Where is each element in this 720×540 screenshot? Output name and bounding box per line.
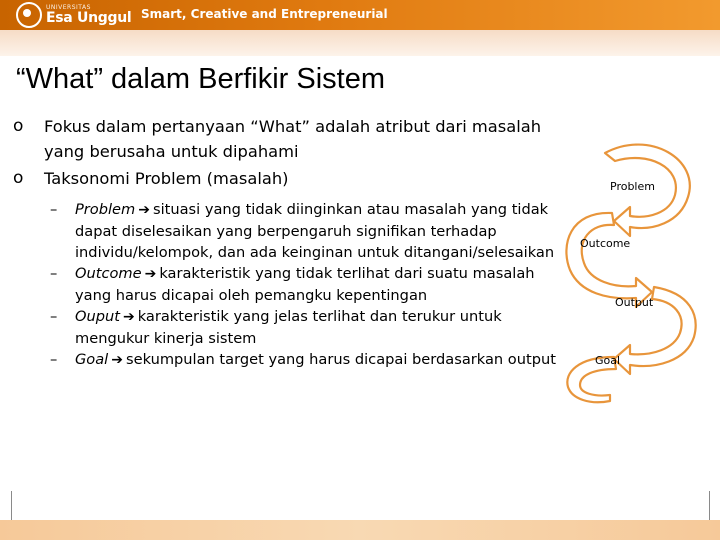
- logo-name: Esa Unggul: [46, 10, 132, 26]
- slide-title: “What” dalam Berfikir Sistem: [16, 63, 386, 95]
- diagram-label-problem: Problem: [610, 180, 655, 193]
- header-light-band: [0, 30, 720, 56]
- logo-subtitle: UNIVERSITAS: [46, 4, 91, 11]
- cycle-diagram-svg: [560, 135, 710, 405]
- arrow-right-icon: ➔: [111, 352, 123, 368]
- header-banner: [0, 0, 720, 30]
- subbullet-term: Goal: [75, 351, 109, 368]
- subbullet-item: [10, 263, 560, 306]
- arrow-right-icon: ➔: [138, 202, 150, 218]
- subbullet-item: [10, 349, 560, 371]
- slide-frame: [11, 491, 710, 522]
- subbullet-dash: –: [50, 201, 58, 218]
- subbullet-dash: –: [50, 351, 58, 368]
- subbullet-term: Ouput: [75, 308, 120, 325]
- subbullet-item: [10, 199, 560, 263]
- logo-emblem-icon: [16, 2, 42, 28]
- tagline: Smart, Creative and Entrepreneurial: [141, 7, 388, 21]
- subbullet-text: karakteristik yang tidak terlihat dari suatu masalah yang harus dicapai oleh pemangku kepentingan: [75, 265, 535, 304]
- bullet-marker: o: [13, 116, 24, 136]
- subbullet-term: Outcome: [75, 265, 142, 282]
- subbullet-text: sekumpulan target yang harus dicapai berdasarkan output: [125, 351, 556, 368]
- subbullet-text: situasi yang tidak diinginkan atau masalah yang tidak dapat diselesaikan yang berpengaruh signifikan terhadap individu/kelompok, dan ada keinginan untuk ditangani/selesaikan: [75, 201, 555, 261]
- arrow-right-icon: ➔: [122, 309, 135, 325]
- arrow-right-icon: ➔: [144, 266, 157, 282]
- university-logo[interactable]: [16, 2, 131, 28]
- bullet-text: Fokus dalam pertanyaan “What” adalah atribut dari masalah yang berusaha untuk dipahami: [44, 117, 542, 161]
- subbullet-dash: –: [50, 265, 58, 282]
- bullet-marker: o: [13, 168, 24, 188]
- subbullet-item: [10, 306, 560, 349]
- diagram-label-goal: Goal: [595, 354, 621, 367]
- bullet-item: [10, 114, 560, 164]
- slide-content: [10, 114, 560, 371]
- footer-bar: [0, 520, 720, 540]
- bullet-text: Taksonomi Problem (masalah): [44, 169, 289, 188]
- subbullet-term: Problem: [75, 201, 136, 218]
- bullet-item: [10, 166, 560, 191]
- subbullet-dash: –: [50, 308, 58, 325]
- cycle-diagram: [560, 135, 710, 405]
- subbullet-text: karakteristik yang jelas terlihat dan terukur untuk mengukur kinerja sistem: [75, 308, 502, 347]
- diagram-label-outcome: Outcome: [580, 237, 631, 250]
- diagram-label-output: Output: [615, 296, 654, 309]
